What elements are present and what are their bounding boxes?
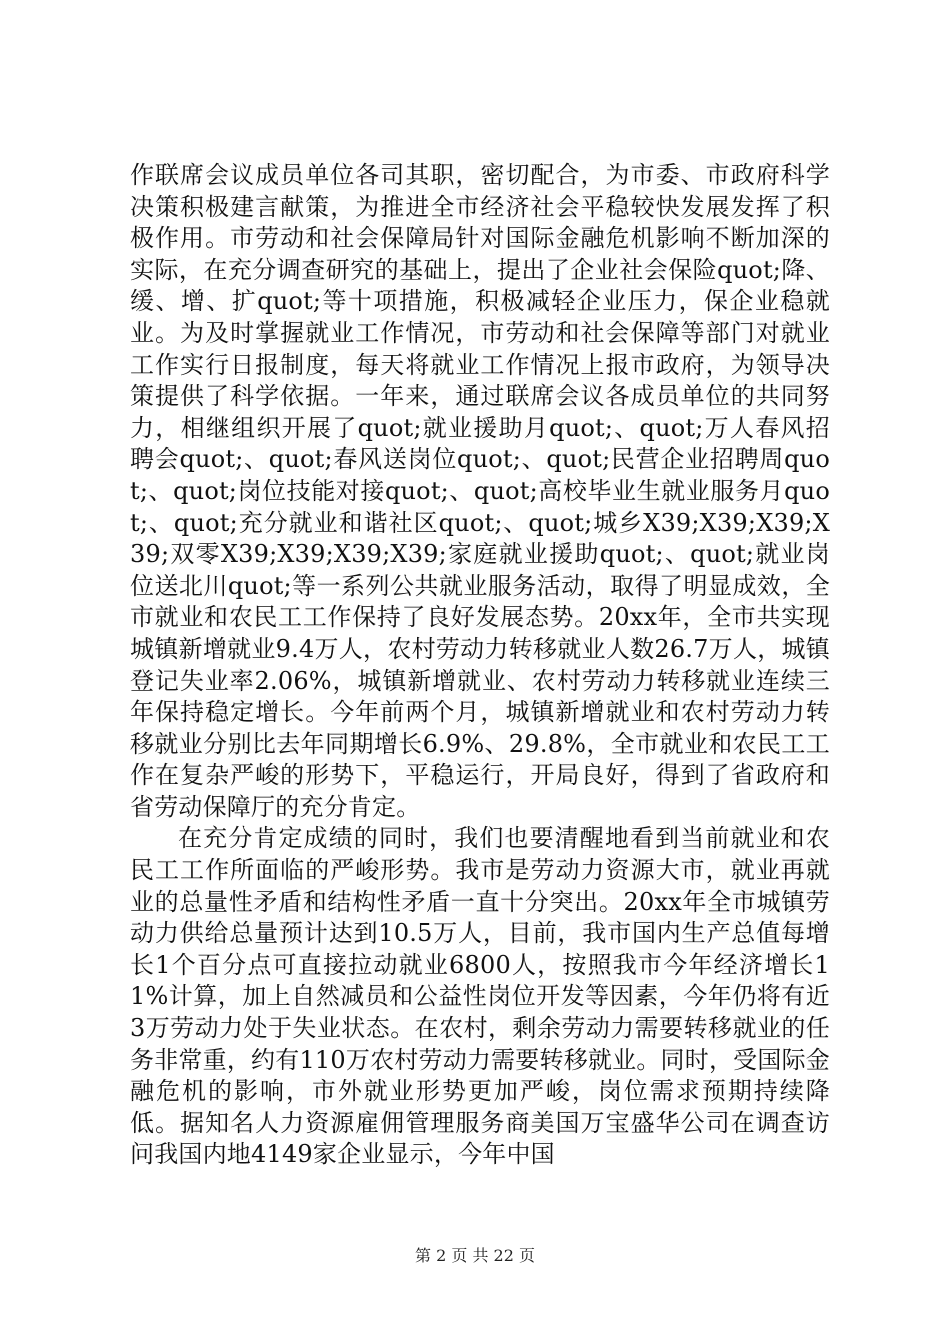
paragraph-2: 在充分肯定成绩的同时，我们也要清醒地看到当前就业和农民工工作所面临的严峻形势。我市是劳动力资源大市，就业再就业的总量性矛盾和结构性矛盾一直十分突出。20xx年全市城镇劳动力供给总量预计达到10.5万人，目前，我市国内生产总值每增长1个百分点可直接拉动就业6800人，按照我市今年经济增长11%计算，加上自然减员和公益性岗位开发等因素，今年仍将有近3万劳动力处于失业状态。在农村，剩余劳动力需要转移就业的任务非常重，约有110万农村劳动力需要转移就业。同时，受国际金融危机的影响，市外就业形势更加严峻，岗位需求预期持续降低。据知名人力资源雇佣管理服务商美国万宝盛华公司在调查访问我国内地4149家企业显示，今年中国	[130, 824, 830, 1169]
document-body	[130, 160, 830, 1171]
paragraph-1: 作联席会议成员单位各司其职，密切配合，为市委、市政府科学决策积极建言献策，为推进全市经济社会平稳较快发展发挥了积极作用。市劳动和社会保障局针对国际金融危机影响不断加深的实际，在充分调查研究的基础上，提出了企业社会保险quot;降、缓、增、扩quot;等十项措施，积极减轻企业压力，保企业稳就业。为及时掌握就业工作情况，市劳动和社会保障等部门对就业工作实行日报制度，每天将就业工作情况上报市政府，为领导决策提供了科学依据。一年来，通过联席会议各成员单位的共同努力，相继组织开展了quot;就业援助月quot;、quot;万人春风招聘会quot;、quot;春风送岗位quot;、quot;民营企业招聘周quot;、quot;岗位技能对接quot;、quot;高校毕业生就业服务月quot;、quot;充分就业和谐社区quot;、quot;城乡X39;X39;X39;X39;双零X39;X39;X39;X39;家庭就业援助quot;、quot;就业岗位送北川quot;等一系列公共就业服务活动，取得了明显成效，全市就业和农民工工作保持了良好发展态势。20xx年，全市共实现城镇新增就业9.4万人，农村劳动力转移就业人数26.7万人，城镇登记失业率2.06%，城镇新增就业、农村劳动力转移就业连续三年保持稳定增长。今年前两个月，城镇新增就业和农村劳动力转移就业分别比去年同期增长6.9%、29.8%，全市就业和农民工工作在复杂严峻的形势下，平稳运行，开局良好，得到了省政府和省劳动保障厅的充分肯定。	[130, 161, 830, 821]
page-footer: 第 2 页 共 22 页	[415, 1246, 535, 1265]
